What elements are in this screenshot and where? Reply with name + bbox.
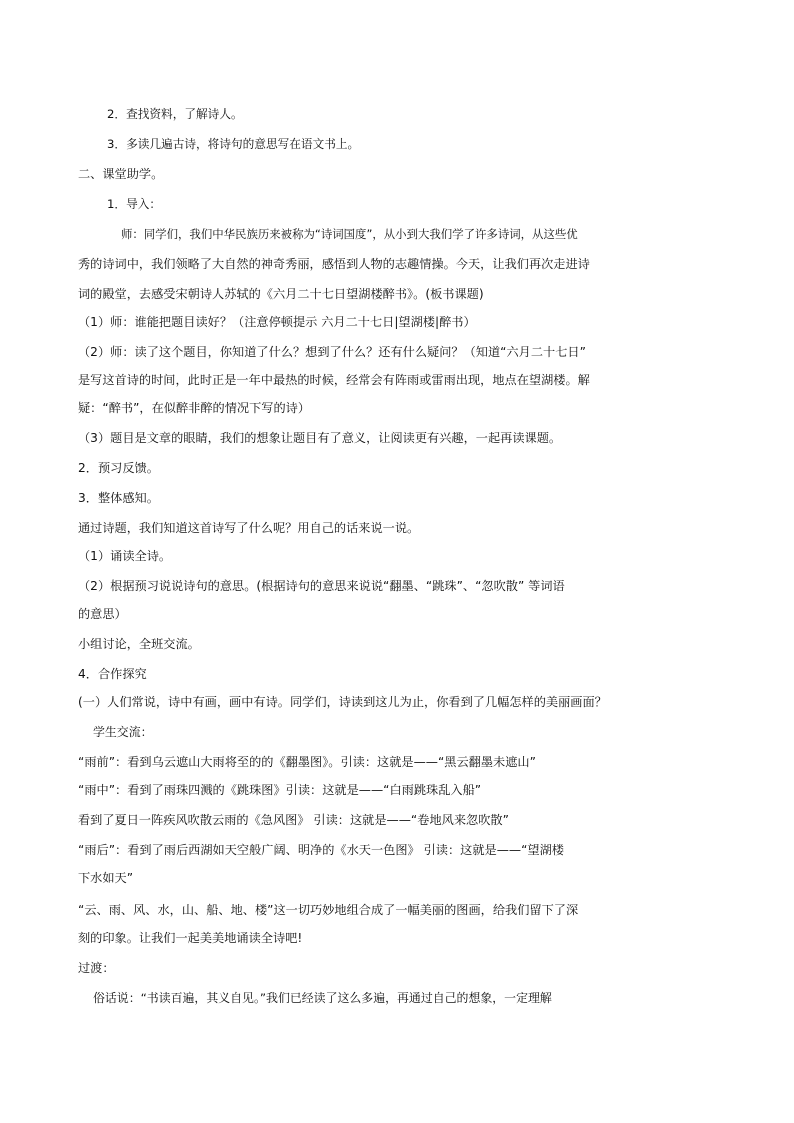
text-line: 看到了夏日一阵疾风吹散云雨的《急风图》 引读：这就是——“卷地风来忽吹散” xyxy=(78,813,509,827)
text-line: 3．整体感知。 xyxy=(78,491,159,505)
text-line: 2．预习反馈。 xyxy=(78,461,159,475)
text-line: 俗话说：“书读百遍，其义自见。”我们已经读了这么多遍，再通过自己的想象，一定理解 xyxy=(93,991,552,1005)
text-line: 师：同学们，我们中华民族历来被称为“诗词国度”，从小到大我们学了许多诗词，从这些优 xyxy=(121,227,578,241)
section-heading: 4．合作探究 xyxy=(78,667,147,681)
text-line: “雨中”：看到了雨珠四溅的《跳珠图》引读：这就是——“白雨跳珠乱入船” xyxy=(78,783,482,797)
text-line: (一）人们常说，诗中有画，画中有诗。同学们，诗读到这儿为止，你看到了几幅怎样的美丽画面？ xyxy=(78,695,607,709)
text-line: 通过诗题，我们知道这首诗写了什么呢？用自己的话来说一说。 xyxy=(78,521,420,535)
text-line: 词的殿堂，去感受宋朝诗人苏轼的《六月二十七日望湖楼醉书》。(板书课题) xyxy=(78,287,484,301)
text-line: （2）师：读了这个题目，你知道了什么？想到了什么？还有什么疑问？（知道“六月二十七日” xyxy=(78,345,586,359)
text-line: 小组讨论，全班交流。 xyxy=(78,637,200,651)
text-line: （1）师：谁能把题目读好？（注意停顿提示 六月二十七日|望湖楼|醉书） xyxy=(78,315,476,329)
text-line: “雨前”：看到乌云遮山大雨将至的的《翻墨图》。引读：这就是——“黑云翻墨未遮山” xyxy=(78,755,536,769)
text-line: （3）题目是文章的眼睛，我们的想象让题目有了意义，让阅读更有兴趣，一起再读课题。 xyxy=(78,431,562,445)
text-line: （1）诵读全诗。 xyxy=(78,549,172,563)
text-line: “云、雨、风、水，山、船、地、楼”这一切巧妙地组合成了一幅美丽的图画，给我们留下了深 xyxy=(78,903,579,917)
text-line: 刻的印象。让我们一起美美地诵读全诗吧! xyxy=(78,931,303,945)
text-line: 过渡： xyxy=(78,961,115,975)
text-line: 秀的诗词中，我们领略了大自然的神奇秀丽，感悟到人物的志趣情操。今天，让我们再次走进诗 xyxy=(78,257,590,271)
text-line: 疑：“醉书”，在似醉非醉的情况下写的诗） xyxy=(78,401,311,415)
text-line: 是写这首诗的时间，此时正是一年中最热的时候，经常会有阵雨或雷雨出现，地点在望湖楼。解 xyxy=(78,373,590,387)
section-heading: 二、课堂助学。 xyxy=(78,167,164,181)
text-line: “雨后”：看到了雨后西湖如天空般广阔、明净的《水天一色图》 引读：这就是——“望湖楼 xyxy=(78,843,564,857)
text-line: 下水如天” xyxy=(78,871,134,885)
text-line: 的意思） xyxy=(78,607,127,621)
text-line: 3．多读几遍古诗，将诗句的意思写在语文书上。 xyxy=(107,137,360,151)
text-line: 学生交流： xyxy=(93,725,153,739)
text-line: 2．查找资料，了解诗人。 xyxy=(107,107,243,121)
text-line: （2）根据预习说说诗句的意思。(根据诗句的意思来说说“翻墨、“跳珠”、“忽吹散” 等词语 xyxy=(78,579,565,593)
text-line: 1．导入： xyxy=(107,197,162,211)
